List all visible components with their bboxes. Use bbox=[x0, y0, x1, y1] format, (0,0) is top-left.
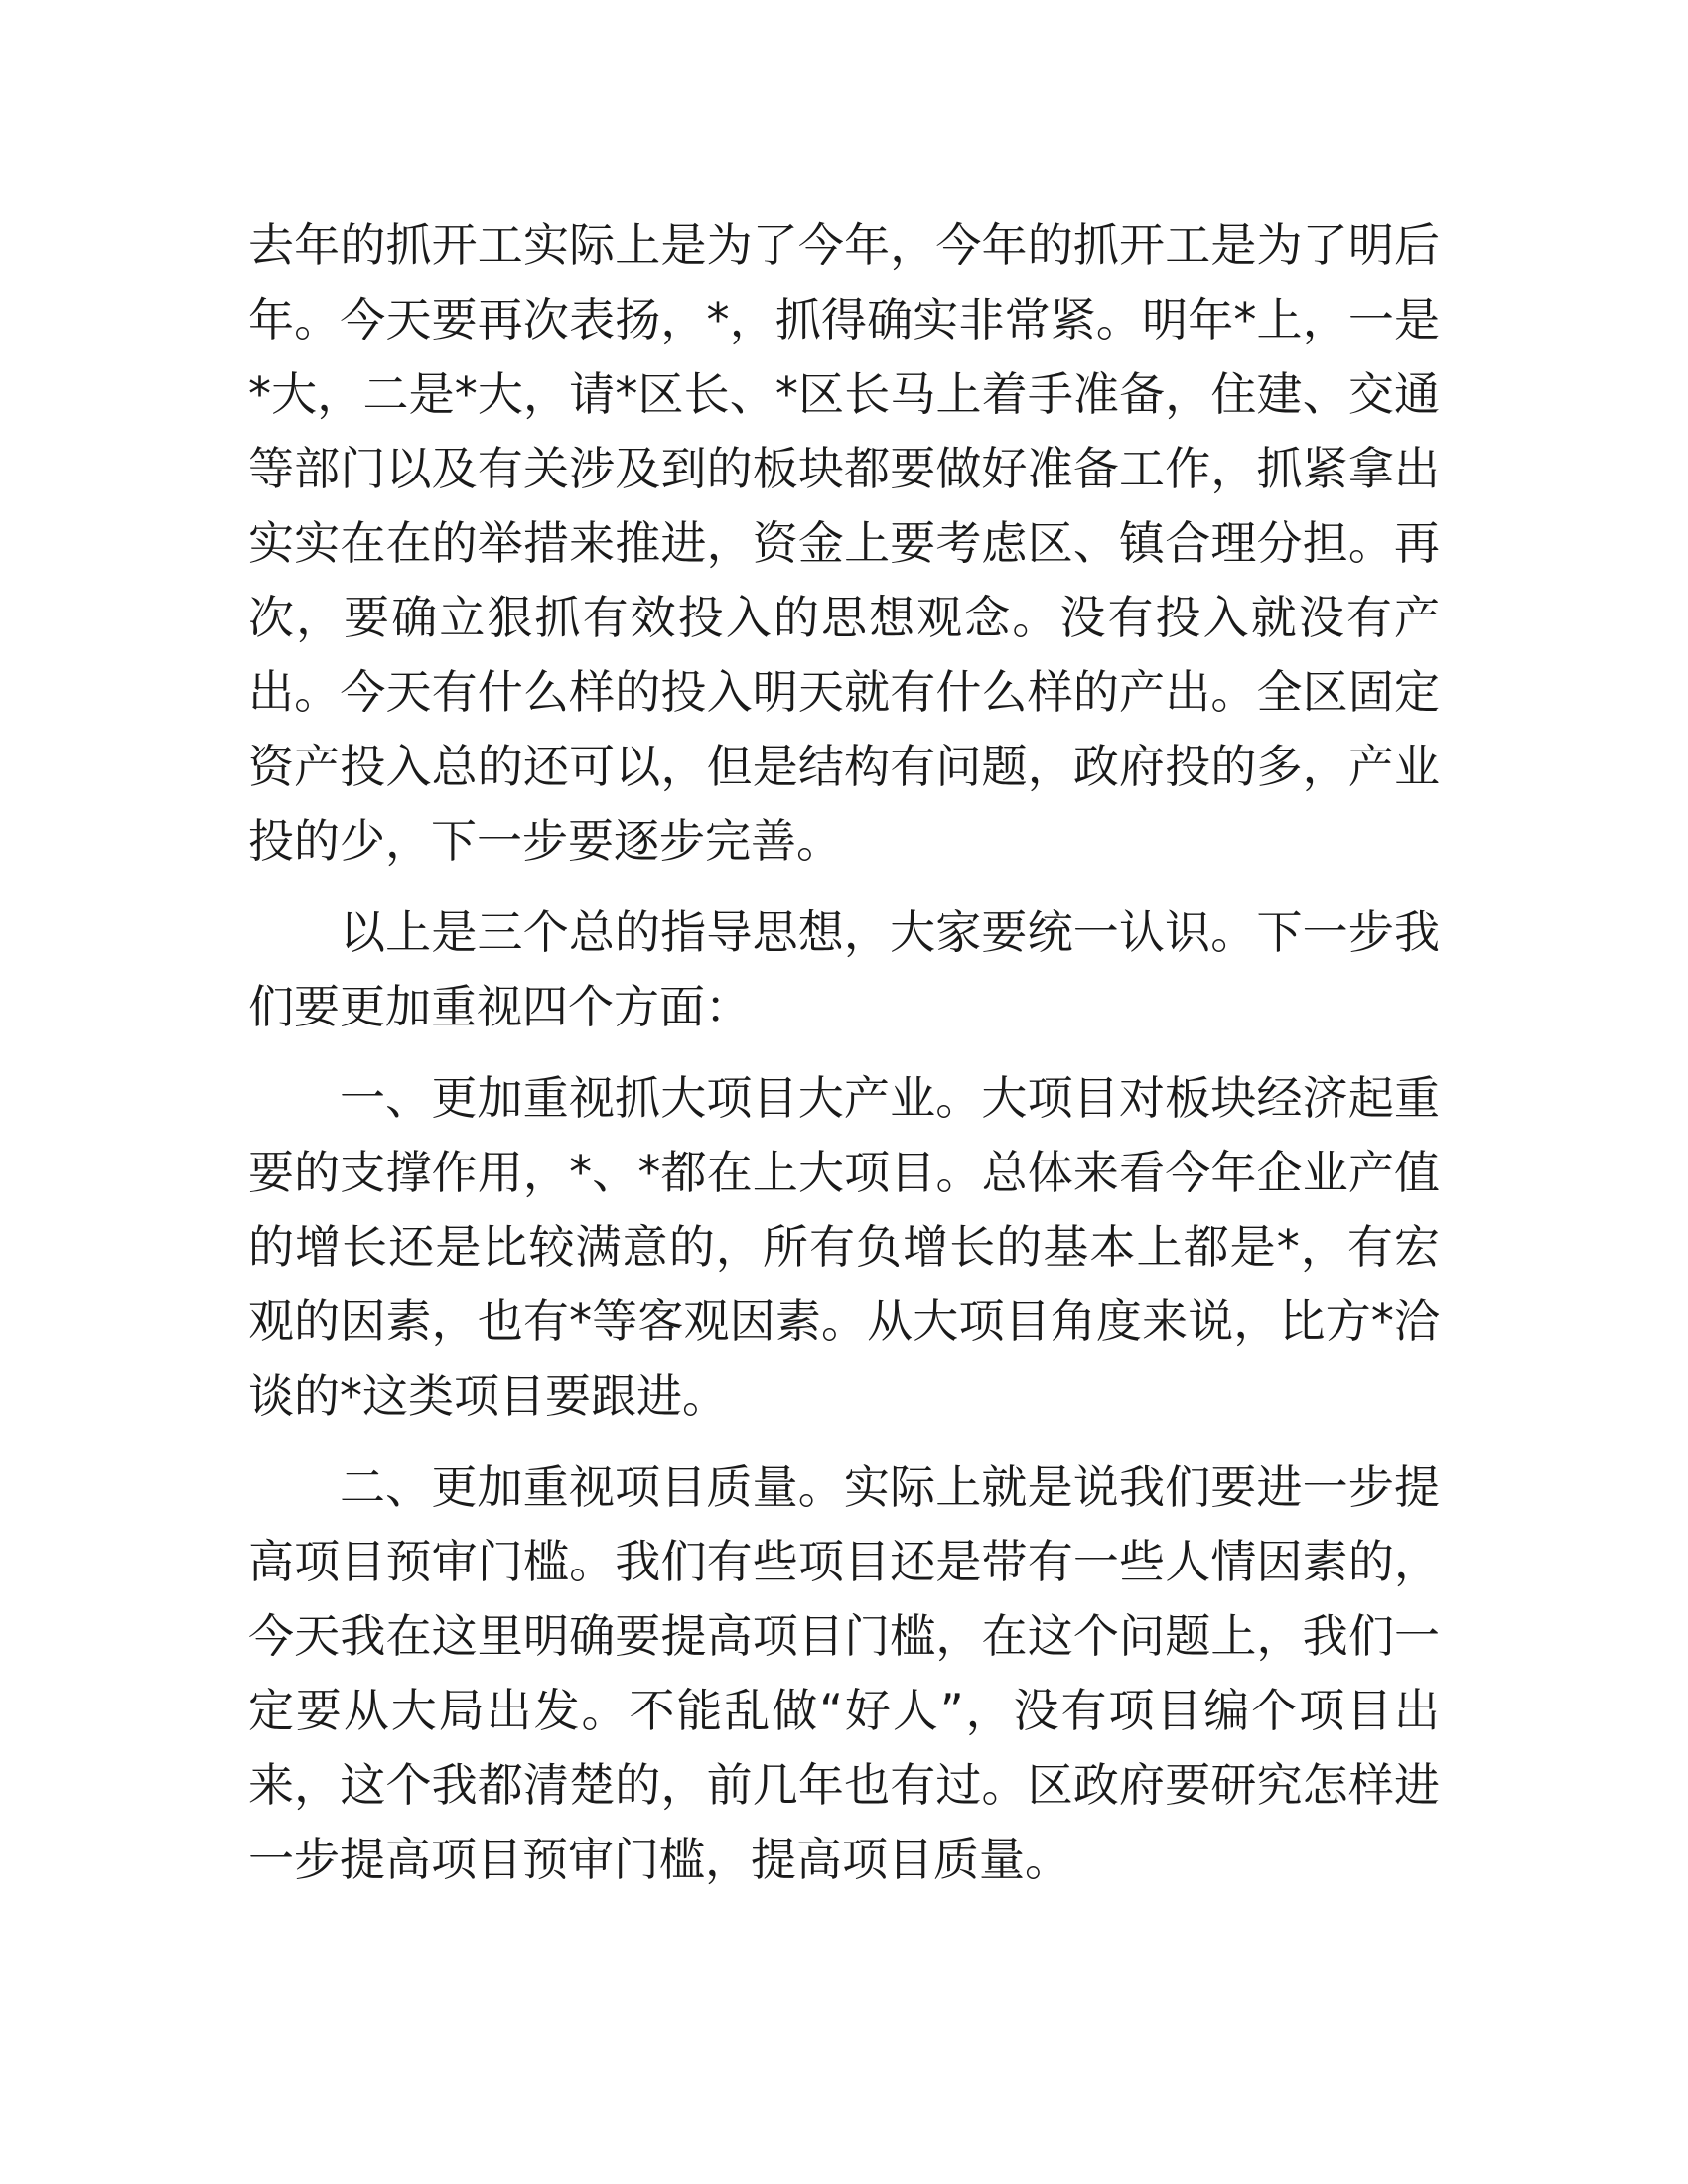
paragraph-point-one: 一、更加重视抓大项目大产业。大项目对板块经济起重要的支撑作用，*、*都在上大项目。总体来看今年企业产值的增长还是比较满意的，所有负增长的基本上都是*，有宏观的因素，也有*等客观因素。从大项目角度来说，比方*洽谈的*这类项目要跟进。 bbox=[248, 1071, 1440, 1423]
paragraph-continuation: 去年的抓开工实际上是为了今年，今年的抓开工是为了明后年。今天要再次表扬，*，抓得确实非常紧。明年*上，一是*大，二是*大，请*区长、*区长马上着手准备，住建、交通等部门以及有关涉及到的板块都要做好准备工作，抓紧拿出实实在在的举措来推进，资金上要考虑区、镇合理分担。再次，要确立狠抓有效投入的思想观念。没有投入就没有产出。今天有什么样的投入明天就有什么样的产出。全区固定资产投入总的还可以，但是结构有问题，政府投的多，产业投的少，下一步要逐步完善。 bbox=[248, 218, 1440, 868]
paragraph-point-two: 二、更加重视项目质量。实际上就是说我们要进一步提高项目预审门槛。我们有些项目还是带有一些人情因素的，今天我在这里明确要提高项目门槛，在这个问题上，我们一定要从大局出发。不能乱做“好人”，没有项目编个项目出来，这个我都清楚的，前几年也有过。区政府要研究怎样进一步提高项目预审门槛，提高项目质量。 bbox=[248, 1460, 1440, 1886]
paragraph-guiding-thoughts: 以上是三个总的指导思想，大家要统一认识。下一步我们要更加重视四个方面： bbox=[248, 905, 1440, 1033]
document-body bbox=[248, 208, 1440, 1914]
